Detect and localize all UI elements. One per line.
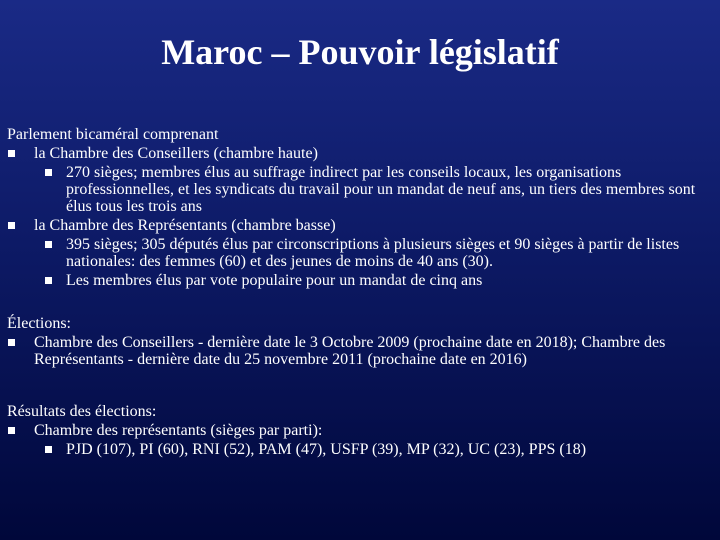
chambre-basse-detail-1-text: 395 sièges; 305 députés élus par circonscriptions à plusieurs sièges et 90 sièges à partir de listes nationales: des femmes (60) et des jeunes de moins de 40 ans (30). [66, 236, 680, 270]
square-bullet-icon [8, 339, 15, 346]
elections-heading: Élections: [7, 315, 71, 332]
chambre-basse-detail-2-text: Les membres élus par vote populaire pour un mandat de cinq ans [66, 272, 483, 289]
section-resultats [7, 403, 713, 460]
square-bullet-icon [45, 169, 52, 176]
section-elections [7, 315, 713, 370]
resultats-heading: Résultats des élections: [7, 403, 157, 420]
list-item-chambre-basse-detail-1 [7, 236, 713, 270]
list-item-chambre-basse [7, 217, 713, 234]
chambre-haute-text: la Chambre des Conseillers (chambre haute) [34, 145, 318, 162]
list-item-chambre-basse-detail-2 [7, 272, 713, 289]
section-parlement [7, 126, 713, 291]
resultats-item-text: Chambre des représentants (sièges par parti): [34, 422, 323, 439]
list-item-resultats [7, 422, 713, 439]
slide-title: Maroc – Pouvoir législatif [161, 32, 559, 72]
list-item-chambre-haute-detail [7, 164, 713, 215]
chambre-basse-text: la Chambre des Représentants (chambre basse) [34, 217, 336, 234]
elections-detail-text: Chambre des Conseillers - dernière date le 3 Octobre 2009 (prochaine date en 2018); Chambre des Représentants - dernière date du 25 novembre 2011 (prochaine date en 2016) [34, 334, 666, 368]
square-bullet-icon [8, 222, 15, 229]
list-item-elections-detail [7, 334, 713, 368]
list-item-chambre-haute [7, 145, 713, 162]
square-bullet-icon [8, 150, 15, 157]
chambre-haute-detail-text: 270 sièges; membres élus au suffrage indirect par les conseils locaux, les organisations professionnelles, et les syndicats du travail pour un mandat de neuf ans, un tiers des membres sont élus tous les trois ans [66, 164, 696, 215]
list-item-resultats-detail [7, 441, 713, 458]
square-bullet-icon [8, 427, 15, 434]
resultats-detail-text: PJD (107), PI (60), RNI (52), PAM (47), USFP (39), MP (32), UC (23), PPS (18) [66, 441, 587, 458]
square-bullet-icon [45, 277, 52, 284]
square-bullet-icon [45, 446, 52, 453]
square-bullet-icon [45, 241, 52, 248]
parlement-heading: Parlement bicaméral comprenant [7, 126, 219, 143]
